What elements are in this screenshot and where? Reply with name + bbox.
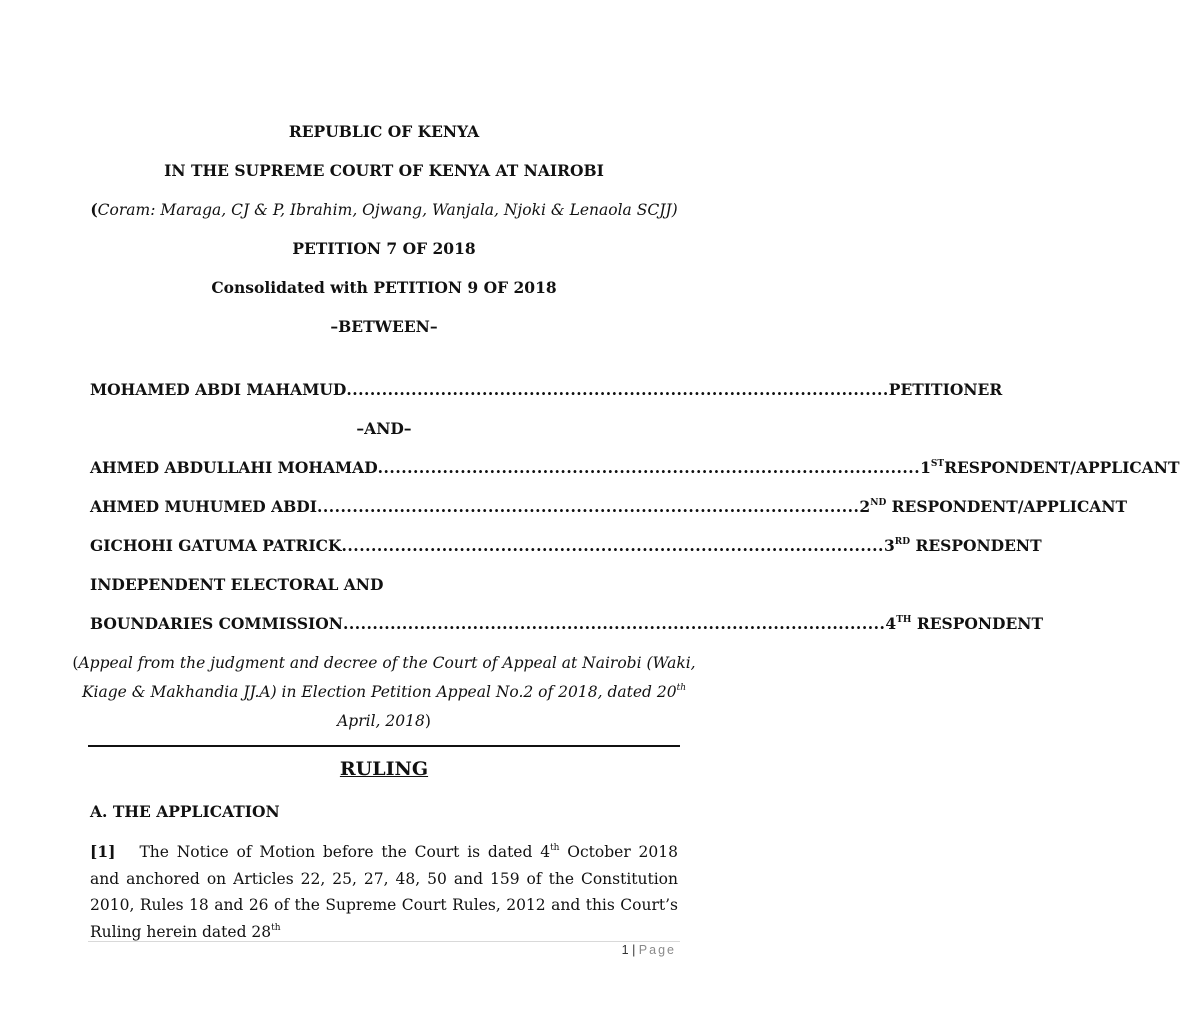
footer-divider: [88, 941, 680, 942]
between-line: –BETWEEN–: [330, 317, 438, 336]
party-respondent-1: [90, 458, 1180, 478]
party-petitioner: [90, 380, 1003, 400]
respondent-2-role: 2ND RESPONDENT/APPLICANT: [859, 497, 1128, 516]
respondent-4-role: 4TH RESPONDENT: [885, 614, 1043, 633]
appeal-line-3: April, 2018): [337, 712, 431, 730]
section-divider: [88, 745, 680, 747]
leader-dots: ............................................................................................: [342, 614, 886, 633]
party-respondent-4: [90, 614, 1043, 634]
petition-number: PETITION 7 OF 2018: [292, 239, 476, 258]
appeal-line-1: (Appeal from the judgment and decree of the Court of Appeal at Nairobi (Waki,: [72, 654, 696, 672]
page-footer: 1 | Page: [621, 943, 676, 957]
coram-text: Coram: Maraga, CJ & P, Ibrahim, Ojwang, Wanjala, Njoki & Lenaola SCJJ): [97, 201, 678, 219]
coram-line: [0, 200, 768, 220]
page-label: Page: [638, 943, 676, 957]
respondent-4-name-line2: BOUNDARIES COMMISSION: [90, 614, 343, 633]
leader-dots: ............................................................................................: [377, 458, 921, 477]
republic-heading: REPUBLIC OF KENYA: [288, 122, 480, 141]
paragraph-number: [1]: [90, 842, 116, 861]
respondent-2-name: AHMED MUHUMED ABDI: [90, 497, 317, 516]
page-number: 1: [621, 943, 629, 957]
respondent-1-role: 1STRESPONDENT/APPLICANT: [920, 458, 1180, 477]
section-heading: A. THE APPLICATION: [90, 802, 280, 821]
appeal-line-2: Kiage & Makhandia JJ.A) in Election Petition Appeal No.2 of 2018, dated 20th: [81, 683, 687, 701]
consolidated-line: Consolidated with PETITION 9 OF 2018: [211, 278, 557, 297]
leader-dots: ............................................................................................: [346, 380, 889, 399]
respondent-1-name: AHMED ABDULLAHI MOHAMAD: [90, 458, 378, 477]
party-respondent-3: [90, 536, 1042, 556]
petitioner-role: PETITIONER: [888, 380, 1003, 399]
ruling-title: RULING: [339, 758, 429, 780]
respondent-4-name-line1: INDEPENDENT ELECTORAL AND: [90, 575, 384, 594]
leader-dots: ............................................................................................: [316, 497, 860, 516]
paragraph-1: [1] The Notice of Motion before the Court is dated 4th October 2018 and anchored on Articles 22, 25, 27, 48, 50 and 159 of the Constitution 2010, Rules 18 and 26 of the Supreme Court Rules, 2012 and this Court’s Ruling herein dated 28th: [90, 842, 678, 941]
leader-dots: ............................................................................................: [341, 536, 884, 555]
and-line: –AND–: [356, 419, 412, 438]
court-heading: IN THE SUPREME COURT OF KENYA AT NAIROBI: [164, 161, 604, 180]
coram-open-paren: (: [90, 200, 98, 219]
respondent-3-role: 3RD RESPONDENT: [883, 536, 1042, 555]
party-respondent-2: [90, 497, 1128, 517]
petitioner-name: MOHAMED ABDI MAHAMUD: [90, 380, 347, 399]
respondent-3-name: GICHOHI GATUMA PATRICK: [90, 536, 342, 555]
